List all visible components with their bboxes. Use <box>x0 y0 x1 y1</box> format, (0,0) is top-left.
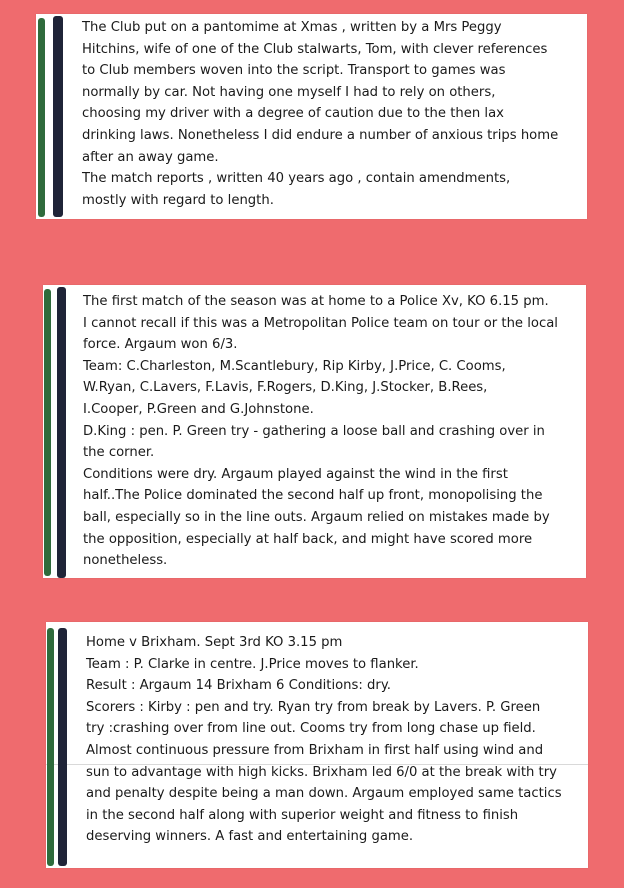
card-paragraph: The first match of the season was at home to a Police Xv, KO 6.15 pm. I cannot recall if this was a Metropolitan Police team on tour or the local force. Argaum won 6/3. Team: C.Charleston, M.Scantlebury, Rip Kirby, J.Price, C. Cooms, W.Ryan, C.Lavers, F.Lavis, F.Rogers, D.King, J.Stocker, B.Rees, I.Cooper, P.Green and G.Johnstone. D.King : pen. P. Green try - gathering a loose ball and crashing over in the corner. Conditions were dry. Argaum played against the wind in the first half..The Police dominated the second half up front, monopolising the ball, especially so in the line outs. Argaum relied on mistakes made by the opposition, especially at half back, and might have scored more nonetheless. <box>83 294 558 569</box>
report-card-3 <box>46 622 588 868</box>
navy-marker-strip <box>58 628 67 866</box>
report-card-2 <box>43 285 586 578</box>
card-paragraph: The Club put on a pantomime at Xmas , written by a Mrs Peggy Hitchins, wife of one of the Club stalwarts, Tom, with clever references to Club members woven into the script. Transport to games was normally by car. Not having one myself I had to rely on others, choosing my driver with a degree of caution due to the then lax drinking laws. Nonetheless I did endure a number of anxious trips home after an away game. The match reports , written 40 years ago , contain amendments, mostly with regard to length. <box>82 20 559 208</box>
card-paragraph: Home v Brixham. Sept 3rd KO 3.15 pm Team : P. Clarke in centre. J.Price moves to flanker. Result : Argaum 14 Brixham 6 Conditions: dry. Scorers : Kirby : pen and try. Ryan try from break by Lavers. P. Green try :crashing over from line out. Cooms try from long chase up field. Almost continuous pressure from Brixham in first half using wind and sun to advantage with high kicks. Brixham led 6/0 at the break with try and penalty despite being a man down. Argaum employed same tactics in the second half along with superior weight and fitness to finish deserving winners. A fast and entertaining game. <box>86 635 562 845</box>
navy-marker-strip <box>53 16 63 217</box>
green-marker-strip <box>38 18 45 217</box>
navy-marker-strip <box>57 287 66 578</box>
green-marker-strip <box>44 289 51 576</box>
green-marker-strip <box>47 628 54 866</box>
report-card-1 <box>36 14 587 219</box>
